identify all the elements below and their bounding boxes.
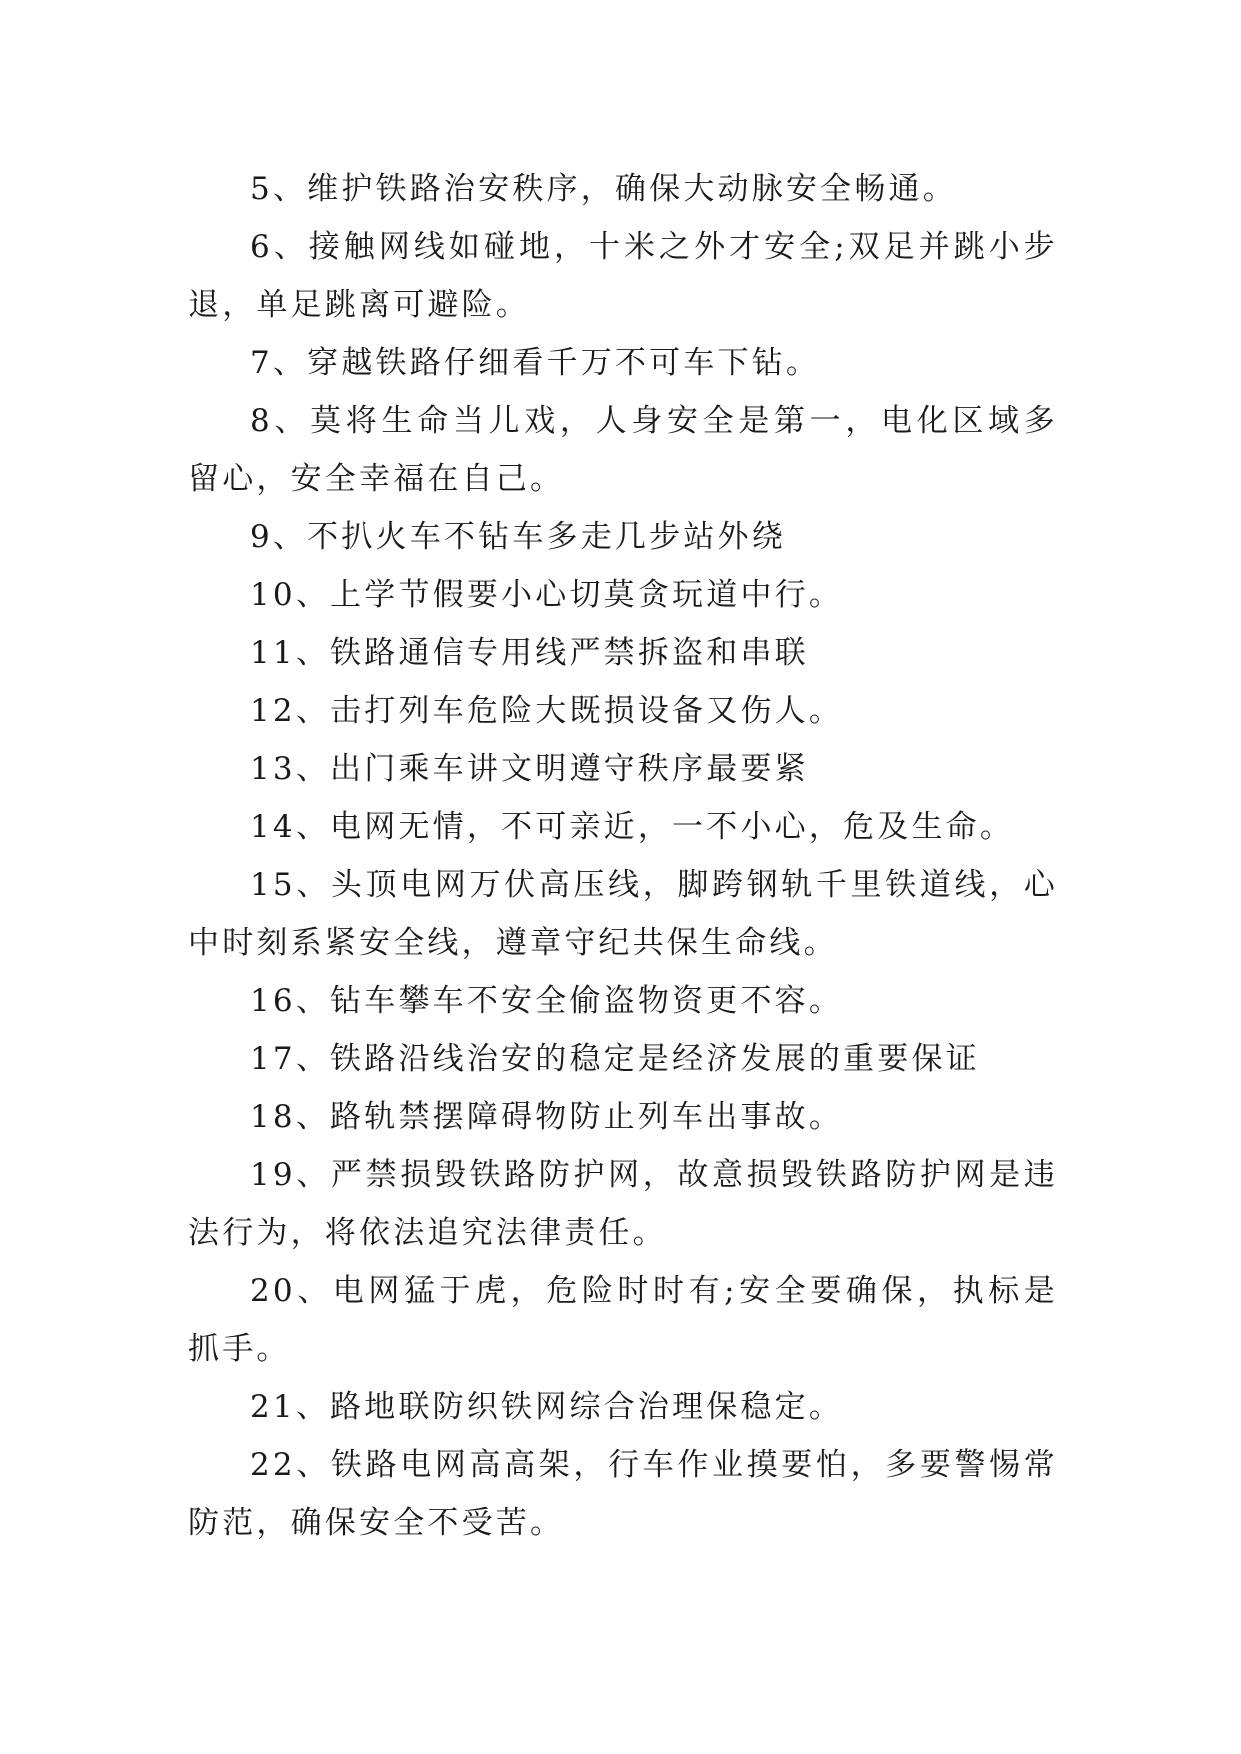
paragraph-14: 14、电网无情，不可亲近，一不小心，危及生命。 <box>250 809 1015 845</box>
paragraph-21: 21、路地联防织铁网综合治理保稳定。 <box>250 1389 844 1425</box>
paragraph-8: 8、莫将生命当儿戏，人身安全是第一，电化区域多留心，安全幸福在自己。 <box>188 403 1058 497</box>
paragraph-22: 22、铁路电网高高架，行车作业摸要怕，多要警惕常防范，确保安全不受苦。 <box>188 1447 1058 1541</box>
paragraph-7: 7、穿越铁路仔细看千万不可车下钻。 <box>250 345 821 381</box>
paragraph-20: 20、电网猛于虎，危险时时有;安全要确保，执标是抓手。 <box>188 1273 1058 1367</box>
paragraph-10: 10、上学节假要小心切莫贪玩道中行。 <box>250 577 844 613</box>
paragraph-15: 15、头顶电网万伏高压线，脚跨钢轨千里铁道线，心中时刻系紧安全线，遵章守纪共保生命线。 <box>188 867 1058 961</box>
paragraph-9: 9、不扒火车不钻车多走几步站外绕 <box>250 519 786 555</box>
paragraph-5: 5、维护铁路治安秩序，确保大动脉安全畅通。 <box>250 171 957 207</box>
paragraph-6: 6、接触网线如碰地，十米之外才安全;双足并跳小步退，单足跳离可避险。 <box>188 229 1058 323</box>
paragraph-16: 16、钻车攀车不安全偷盗物资更不容。 <box>250 983 844 1019</box>
paragraph-18: 18、路轨禁摆障碍物防止列车出事故。 <box>250 1099 844 1135</box>
paragraph-12: 12、击打列车危险大既损设备又伤人。 <box>250 693 844 729</box>
paragraph-19: 19、严禁损毁铁路防护网，故意损毁铁路防护网是违法行为，将依法追究法律责任。 <box>188 1157 1058 1251</box>
paragraph-11: 11、铁路通信专用线严禁拆盗和串联 <box>250 635 809 671</box>
document-body <box>188 160 1058 1552</box>
paragraph-17: 17、铁路沿线治安的稳定是经济发展的重要保证 <box>250 1041 980 1077</box>
paragraph-13: 13、出门乘车讲文明遵守秩序最要紧 <box>250 751 809 787</box>
